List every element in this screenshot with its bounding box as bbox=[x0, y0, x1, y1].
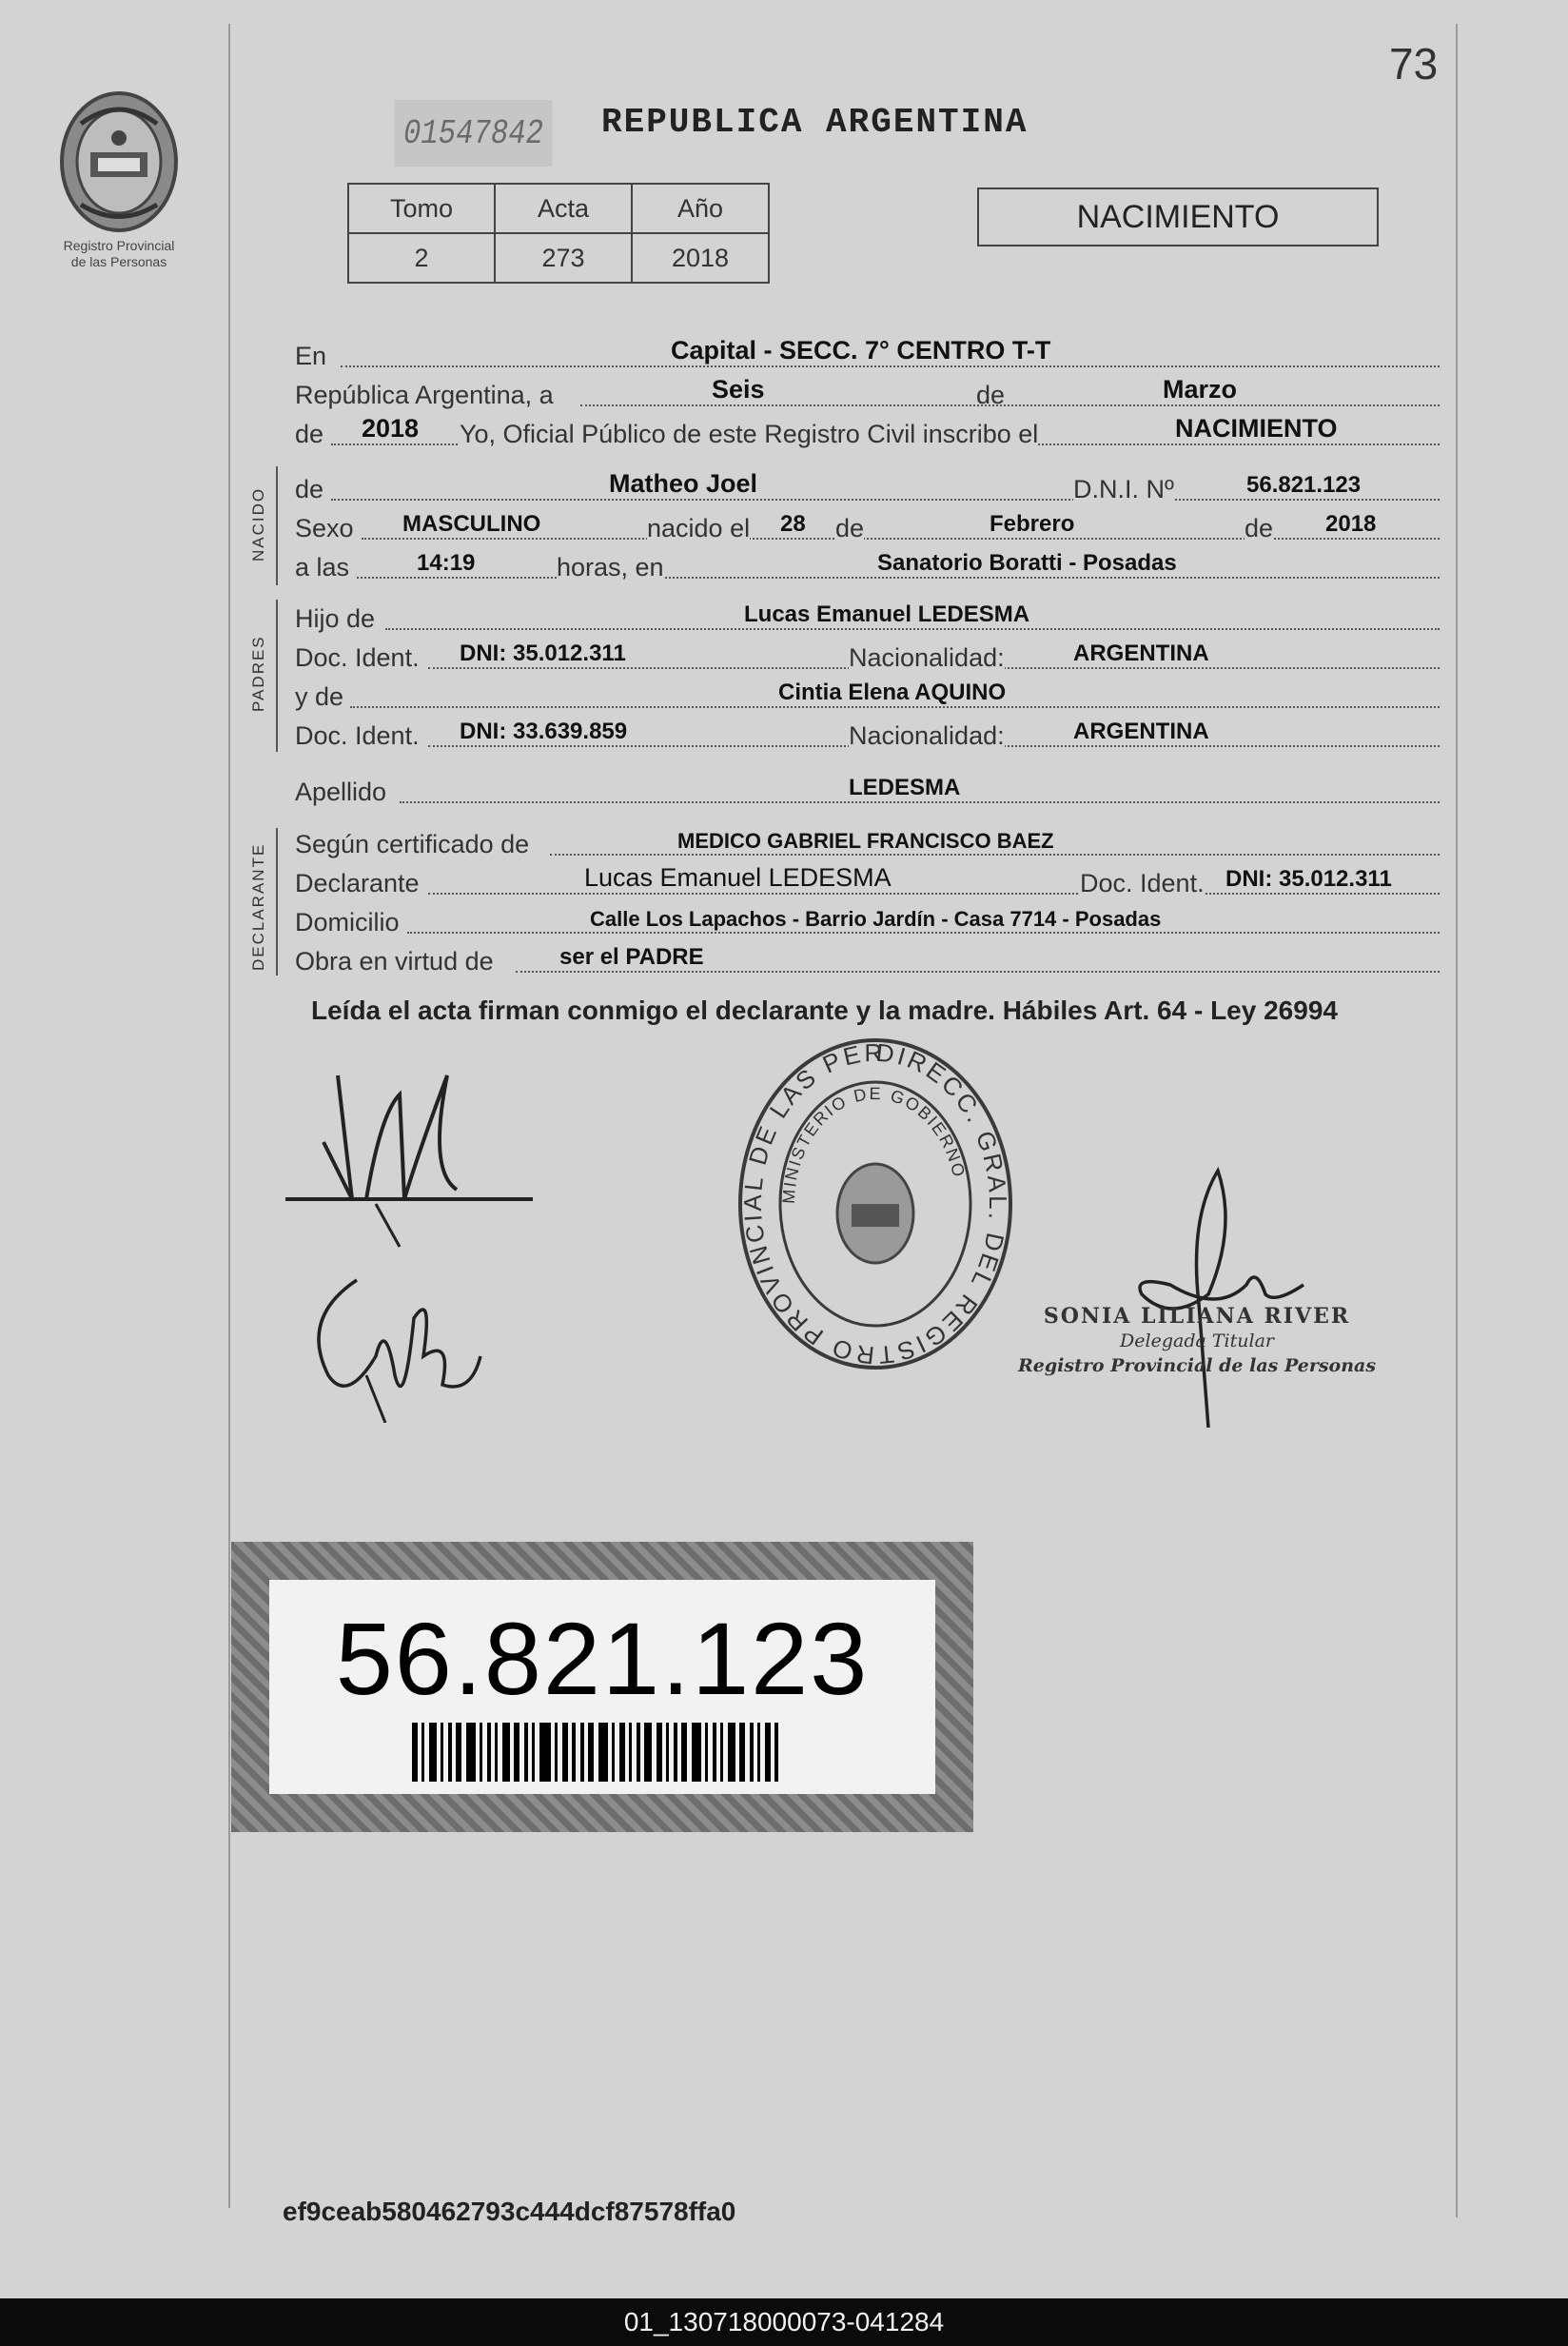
row-year bbox=[295, 413, 1440, 451]
official-office: Registro Provincial de las Personas bbox=[1018, 1355, 1377, 1376]
value-birth-day: 28 bbox=[780, 511, 806, 537]
barcode-bar bbox=[502, 1723, 510, 1782]
dni-tag-number: 56.821.123 bbox=[335, 1601, 870, 1716]
value-sex: MASCULINO bbox=[402, 511, 541, 537]
row-mother-doc bbox=[295, 715, 1440, 753]
seal-inner-text: MINISTERIO DE GOBIERNO bbox=[778, 1083, 970, 1205]
coat-of-arms-icon bbox=[52, 86, 186, 238]
value-place: Capital - SECC. 7° CENTRO T-T bbox=[671, 336, 1051, 365]
label-de-year: de bbox=[295, 420, 324, 448]
tomo-value: 2 bbox=[348, 233, 495, 283]
label-doc-ident-father: Doc. Ident. bbox=[295, 643, 420, 672]
barcode-bar bbox=[421, 1723, 424, 1782]
value-name: Matheo Joel bbox=[609, 469, 758, 498]
side-label-declarante: DECLARANTE bbox=[249, 842, 267, 971]
label-hijo-de: Hijo de bbox=[295, 604, 376, 633]
barcode-bar bbox=[456, 1723, 461, 1782]
barcode-bar bbox=[532, 1723, 535, 1782]
label-nacionalidad-father: Nacionalidad: bbox=[849, 643, 1005, 672]
label-yo: Yo, Oficial Público de este Registro Civil inscribo el bbox=[460, 420, 1039, 448]
official-signature bbox=[1113, 1161, 1323, 1437]
dotted-line bbox=[550, 854, 1440, 856]
barcode-bar bbox=[765, 1723, 771, 1782]
value-day: Seis bbox=[712, 375, 765, 404]
official-stamp bbox=[723, 1023, 1028, 1390]
barcode-bar bbox=[487, 1723, 491, 1782]
barcode-bar bbox=[612, 1723, 615, 1782]
label-nacido-el: nacido el bbox=[647, 514, 751, 542]
label-dni: D.N.I. Nº bbox=[1073, 475, 1174, 503]
value-father-doc: DNI: 35.012.311 bbox=[460, 641, 626, 666]
value-year: 2018 bbox=[362, 414, 420, 443]
dotted-line bbox=[385, 628, 1440, 630]
barcode-bar bbox=[441, 1723, 443, 1782]
value-father: Lucas Emanuel LEDESMA bbox=[744, 601, 1030, 627]
label-a-las: a las bbox=[295, 553, 350, 582]
side-label-nacido: NACIDO bbox=[249, 486, 267, 562]
logo-caption-1: Registro Provincial bbox=[63, 238, 175, 253]
value-mother-doc: DNI: 33.639.859 bbox=[460, 719, 628, 744]
row-father bbox=[295, 598, 1440, 636]
barcode-bar bbox=[619, 1723, 625, 1782]
barcode-bar bbox=[681, 1723, 687, 1782]
row-date bbox=[295, 374, 1440, 412]
barcode-bar bbox=[588, 1723, 594, 1782]
value-birth-place: Sanatorio Boratti - Posadas bbox=[877, 550, 1177, 576]
value-address: Calle Los Lapachos - Barrio Jardín - Casa 7714 - Posadas bbox=[590, 907, 1162, 931]
label-horas-en: horas, en bbox=[557, 553, 664, 582]
label-republica: República Argentina, a bbox=[295, 381, 554, 409]
barcode-bar bbox=[572, 1723, 576, 1782]
barcode-bar bbox=[666, 1723, 669, 1782]
row-sex bbox=[295, 507, 1440, 545]
document-hash: ef9ceab580462793c444dcf87578ffa0 bbox=[283, 2197, 736, 2226]
value-act-type: NACIMIENTO bbox=[1175, 414, 1338, 443]
logo-caption-2: de las Personas bbox=[70, 254, 167, 269]
seal-icon bbox=[723, 1023, 1028, 1385]
label-y-de: y de bbox=[295, 682, 344, 711]
dotted-line bbox=[580, 404, 1440, 406]
declarant-signature bbox=[285, 1056, 542, 1256]
row-by-virtue bbox=[295, 940, 1440, 978]
value-birth-year: 2018 bbox=[1325, 511, 1377, 537]
barcode-bar bbox=[713, 1723, 716, 1782]
label-segun: Según certificado de bbox=[295, 830, 530, 858]
dni-tag bbox=[231, 1542, 973, 1832]
label-en: En bbox=[295, 342, 327, 370]
closing-text: Leída el acta firman conmigo el declarante y la madre. Hábiles Art. 64 - Ley 26994 bbox=[311, 996, 1338, 1025]
barcode-bar bbox=[728, 1723, 735, 1782]
row-declarant bbox=[295, 862, 1440, 900]
acta-value: 273 bbox=[495, 233, 632, 283]
padres-side-line bbox=[276, 600, 278, 752]
value-by-virtue: ser el PADRE bbox=[559, 944, 704, 970]
barcode-bar bbox=[412, 1723, 418, 1782]
declarante-side-line bbox=[276, 828, 278, 976]
row-time bbox=[295, 546, 1440, 584]
file-id-bar bbox=[0, 2298, 1568, 2346]
label-de-1: de bbox=[976, 381, 1006, 409]
dotted-line bbox=[400, 801, 1440, 803]
value-birth-month: Febrero bbox=[990, 511, 1075, 537]
record-type-box: NACIMIENTO bbox=[977, 187, 1379, 246]
barcode-bar bbox=[466, 1723, 476, 1782]
barcode-bar bbox=[539, 1723, 551, 1782]
barcode-bar bbox=[429, 1723, 437, 1782]
label-apellido: Apellido bbox=[295, 778, 387, 806]
row-mother bbox=[295, 676, 1440, 714]
value-mother: Cintia Elena AQUINO bbox=[778, 680, 1007, 705]
label-doc-ident-declarant: Doc. Ident. bbox=[1080, 869, 1205, 897]
dotted-line bbox=[341, 365, 1440, 367]
serial-number: 01547842 bbox=[395, 100, 553, 167]
side-label-padres: PADRES bbox=[249, 635, 267, 712]
value-mother-nationality: ARGENTINA bbox=[1073, 719, 1209, 744]
row-name bbox=[295, 468, 1440, 506]
registry-logo bbox=[38, 86, 200, 270]
value-declarant-doc: DNI: 35.012.311 bbox=[1225, 866, 1392, 892]
right-margin-line bbox=[1456, 24, 1458, 2218]
barcode-bar bbox=[720, 1723, 723, 1782]
anio-value: 2018 bbox=[632, 233, 769, 283]
dotted-line bbox=[428, 893, 1440, 895]
dotted-line bbox=[350, 706, 1440, 708]
barcode-bar bbox=[562, 1723, 568, 1782]
barcode-bar bbox=[674, 1723, 677, 1782]
official-block bbox=[1018, 1304, 1376, 1378]
row-address bbox=[295, 901, 1440, 939]
official-name: SONIA LILIANA RIVER bbox=[1043, 1304, 1351, 1329]
dotted-line bbox=[357, 577, 1440, 579]
dotted-line bbox=[362, 538, 1440, 540]
country-title: REPUBLICA ARGENTINA bbox=[601, 103, 1029, 142]
barcode-bar bbox=[644, 1723, 652, 1782]
label-de-month: de bbox=[835, 514, 865, 542]
barcode-bar bbox=[598, 1723, 608, 1782]
barcode bbox=[412, 1723, 783, 1782]
label-obra: Obra en virtud de bbox=[295, 947, 494, 976]
barcode-bar bbox=[774, 1723, 778, 1782]
label-sexo: Sexo bbox=[295, 514, 354, 542]
value-birth-time: 14:19 bbox=[417, 550, 476, 576]
barcode-bar bbox=[705, 1723, 708, 1782]
dotted-line bbox=[407, 932, 1440, 934]
dni-tag-inner bbox=[269, 1580, 935, 1794]
official-title: Delegada Titular bbox=[1120, 1331, 1274, 1351]
value-certificate-by: MEDICO GABRIEL FRANCISCO BAEZ bbox=[677, 829, 1054, 853]
seal-outer-text: DIRECC. GRAL. DEL REGISTRO PROVINCIAL DE LAS PER bbox=[737, 1037, 1012, 1370]
value-month: Marzo bbox=[1163, 375, 1238, 404]
barcode-bar bbox=[692, 1723, 701, 1782]
label-de-name: de bbox=[295, 475, 324, 503]
label-doc-ident-mother: Doc. Ident. bbox=[295, 721, 420, 750]
reference-table bbox=[347, 183, 770, 284]
page-number: 73 bbox=[1389, 39, 1439, 89]
label-nacionalidad-mother: Nacionalidad: bbox=[849, 721, 1005, 750]
left-margin-line bbox=[228, 24, 230, 2208]
nacido-side-line bbox=[276, 466, 278, 585]
label-de-year2: de bbox=[1245, 514, 1274, 542]
barcode-bar bbox=[580, 1723, 584, 1782]
barcode-bar bbox=[555, 1723, 558, 1782]
dotted-line bbox=[331, 499, 1440, 501]
barcode-bar bbox=[757, 1723, 760, 1782]
barcode-bar bbox=[657, 1723, 662, 1782]
value-dni: 56.821.123 bbox=[1246, 472, 1362, 498]
barcode-bar bbox=[514, 1723, 519, 1782]
barcode-bar bbox=[637, 1723, 640, 1782]
label-domicilio: Domicilio bbox=[295, 908, 400, 936]
value-father-nationality: ARGENTINA bbox=[1073, 641, 1209, 666]
dotted-line bbox=[516, 971, 1440, 973]
barcode-bar bbox=[480, 1723, 482, 1782]
mother-signature bbox=[309, 1261, 500, 1423]
barcode-bar bbox=[739, 1723, 745, 1782]
value-surname: LEDESMA bbox=[849, 775, 961, 800]
file-id: 01_130718000073-041284 bbox=[623, 2307, 945, 2336]
row-place bbox=[295, 335, 1440, 373]
row-certificate bbox=[295, 823, 1440, 861]
barcode-bar bbox=[448, 1723, 452, 1782]
label-declarante: Declarante bbox=[295, 869, 420, 897]
value-declarant: Lucas Emanuel LEDESMA bbox=[584, 863, 892, 892]
row-father-doc bbox=[295, 637, 1440, 675]
barcode-bar bbox=[750, 1723, 754, 1782]
barcode-bar bbox=[495, 1723, 498, 1782]
acta-header: Acta bbox=[495, 184, 632, 233]
anio-header: Año bbox=[632, 184, 769, 233]
barcode-bar bbox=[524, 1723, 528, 1782]
barcode-bar bbox=[629, 1723, 632, 1782]
tomo-header: Tomo bbox=[348, 184, 495, 233]
row-surname bbox=[295, 771, 1440, 809]
